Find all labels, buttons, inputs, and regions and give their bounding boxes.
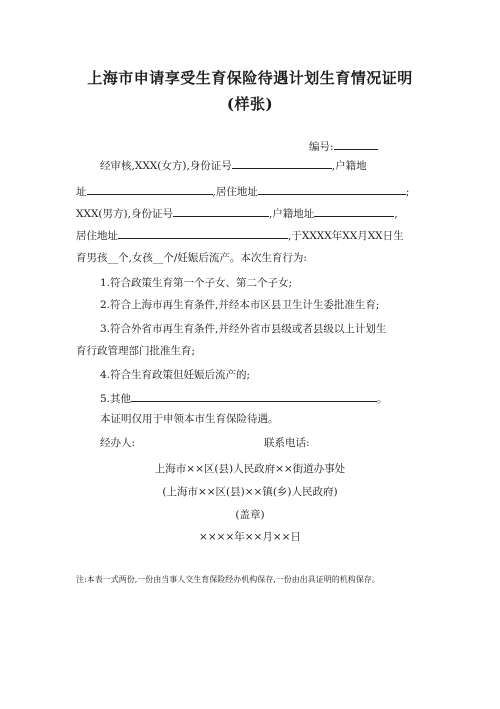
item-1: 1.符合政策生育第一个子女、第二个子女; xyxy=(100,277,293,289)
item-3-line-1: 3.符合外省市再生育条件,并经外省市县级或者县级以上计划生 xyxy=(100,323,387,335)
document-title: 上海市申请享受生育保险待遇计划生育情况证明 xyxy=(87,69,413,87)
text-segment: ,居住地址 xyxy=(212,186,258,198)
text-segment: 居住地址 xyxy=(76,230,118,242)
text-segment: XXX(男方),身份证号 xyxy=(76,208,173,220)
item-2: 2.符合上海市再生育条件,并经本市区县卫生计生委批准生育; xyxy=(100,299,380,311)
item-4: 4.符合生育政策但妊娠后流产的; xyxy=(100,369,251,381)
female-household-address-blank xyxy=(87,183,213,195)
male-residence-address-blank xyxy=(118,227,288,239)
text-segment: 址 xyxy=(76,186,87,198)
male-id-blank xyxy=(173,205,269,217)
text-segment: ,户籍地址 xyxy=(268,208,315,220)
paragraph-line-4 xyxy=(76,227,404,243)
serial-label: 编号: xyxy=(309,141,334,153)
paragraph-line-3 xyxy=(76,205,398,221)
text-segment: 育男孩__个,女孩__个/妊娠后流产。本次生育行为: xyxy=(76,252,307,264)
female-id-blank xyxy=(232,157,332,169)
purpose-statement: 本证明仅用于申领本市生育保险待遇。 xyxy=(100,413,279,425)
paragraph-line-1 xyxy=(100,157,367,173)
handler-label: 经办人: xyxy=(100,437,136,449)
text-segment: 经审核,XXX(女方),身份证号 xyxy=(100,160,232,172)
footnote: 注:本表一式两份,一份由当事人交生育保险经办机构保存,一份由出具证明的机构保存。 xyxy=(76,575,380,584)
item-5 xyxy=(100,390,388,406)
text-segment: ,于XXXX年XX月XX日生 xyxy=(288,230,404,242)
serial-number-field xyxy=(309,138,378,154)
female-residence-address-blank xyxy=(258,183,406,195)
text-segment: ,户籍地 xyxy=(331,160,367,172)
issuing-office-line-1: 上海市××区(县)人民政府××街道办事处 xyxy=(154,463,346,475)
seal-label: (盖章) xyxy=(235,509,265,521)
text-segment: ; xyxy=(405,186,410,198)
paragraph-line-2 xyxy=(76,183,409,199)
serial-blank xyxy=(334,138,378,150)
text-segment: 5.其他 xyxy=(100,393,132,405)
other-blank xyxy=(131,390,377,402)
issuing-office-line-2: (上海市××区(县)××镇(乡)人民政府) xyxy=(162,486,338,498)
phone-label: 联系电话: xyxy=(264,437,310,449)
male-household-address-blank xyxy=(314,205,394,217)
paragraph-line-5 xyxy=(76,251,307,265)
item-3-line-2: 育行政管理部门批准生育; xyxy=(76,345,196,357)
text-segment: , xyxy=(394,208,398,220)
issue-date: ××××年××月××日 xyxy=(199,531,301,543)
document-subtitle: (样张) xyxy=(226,95,274,113)
text-segment: 。 xyxy=(377,393,388,405)
